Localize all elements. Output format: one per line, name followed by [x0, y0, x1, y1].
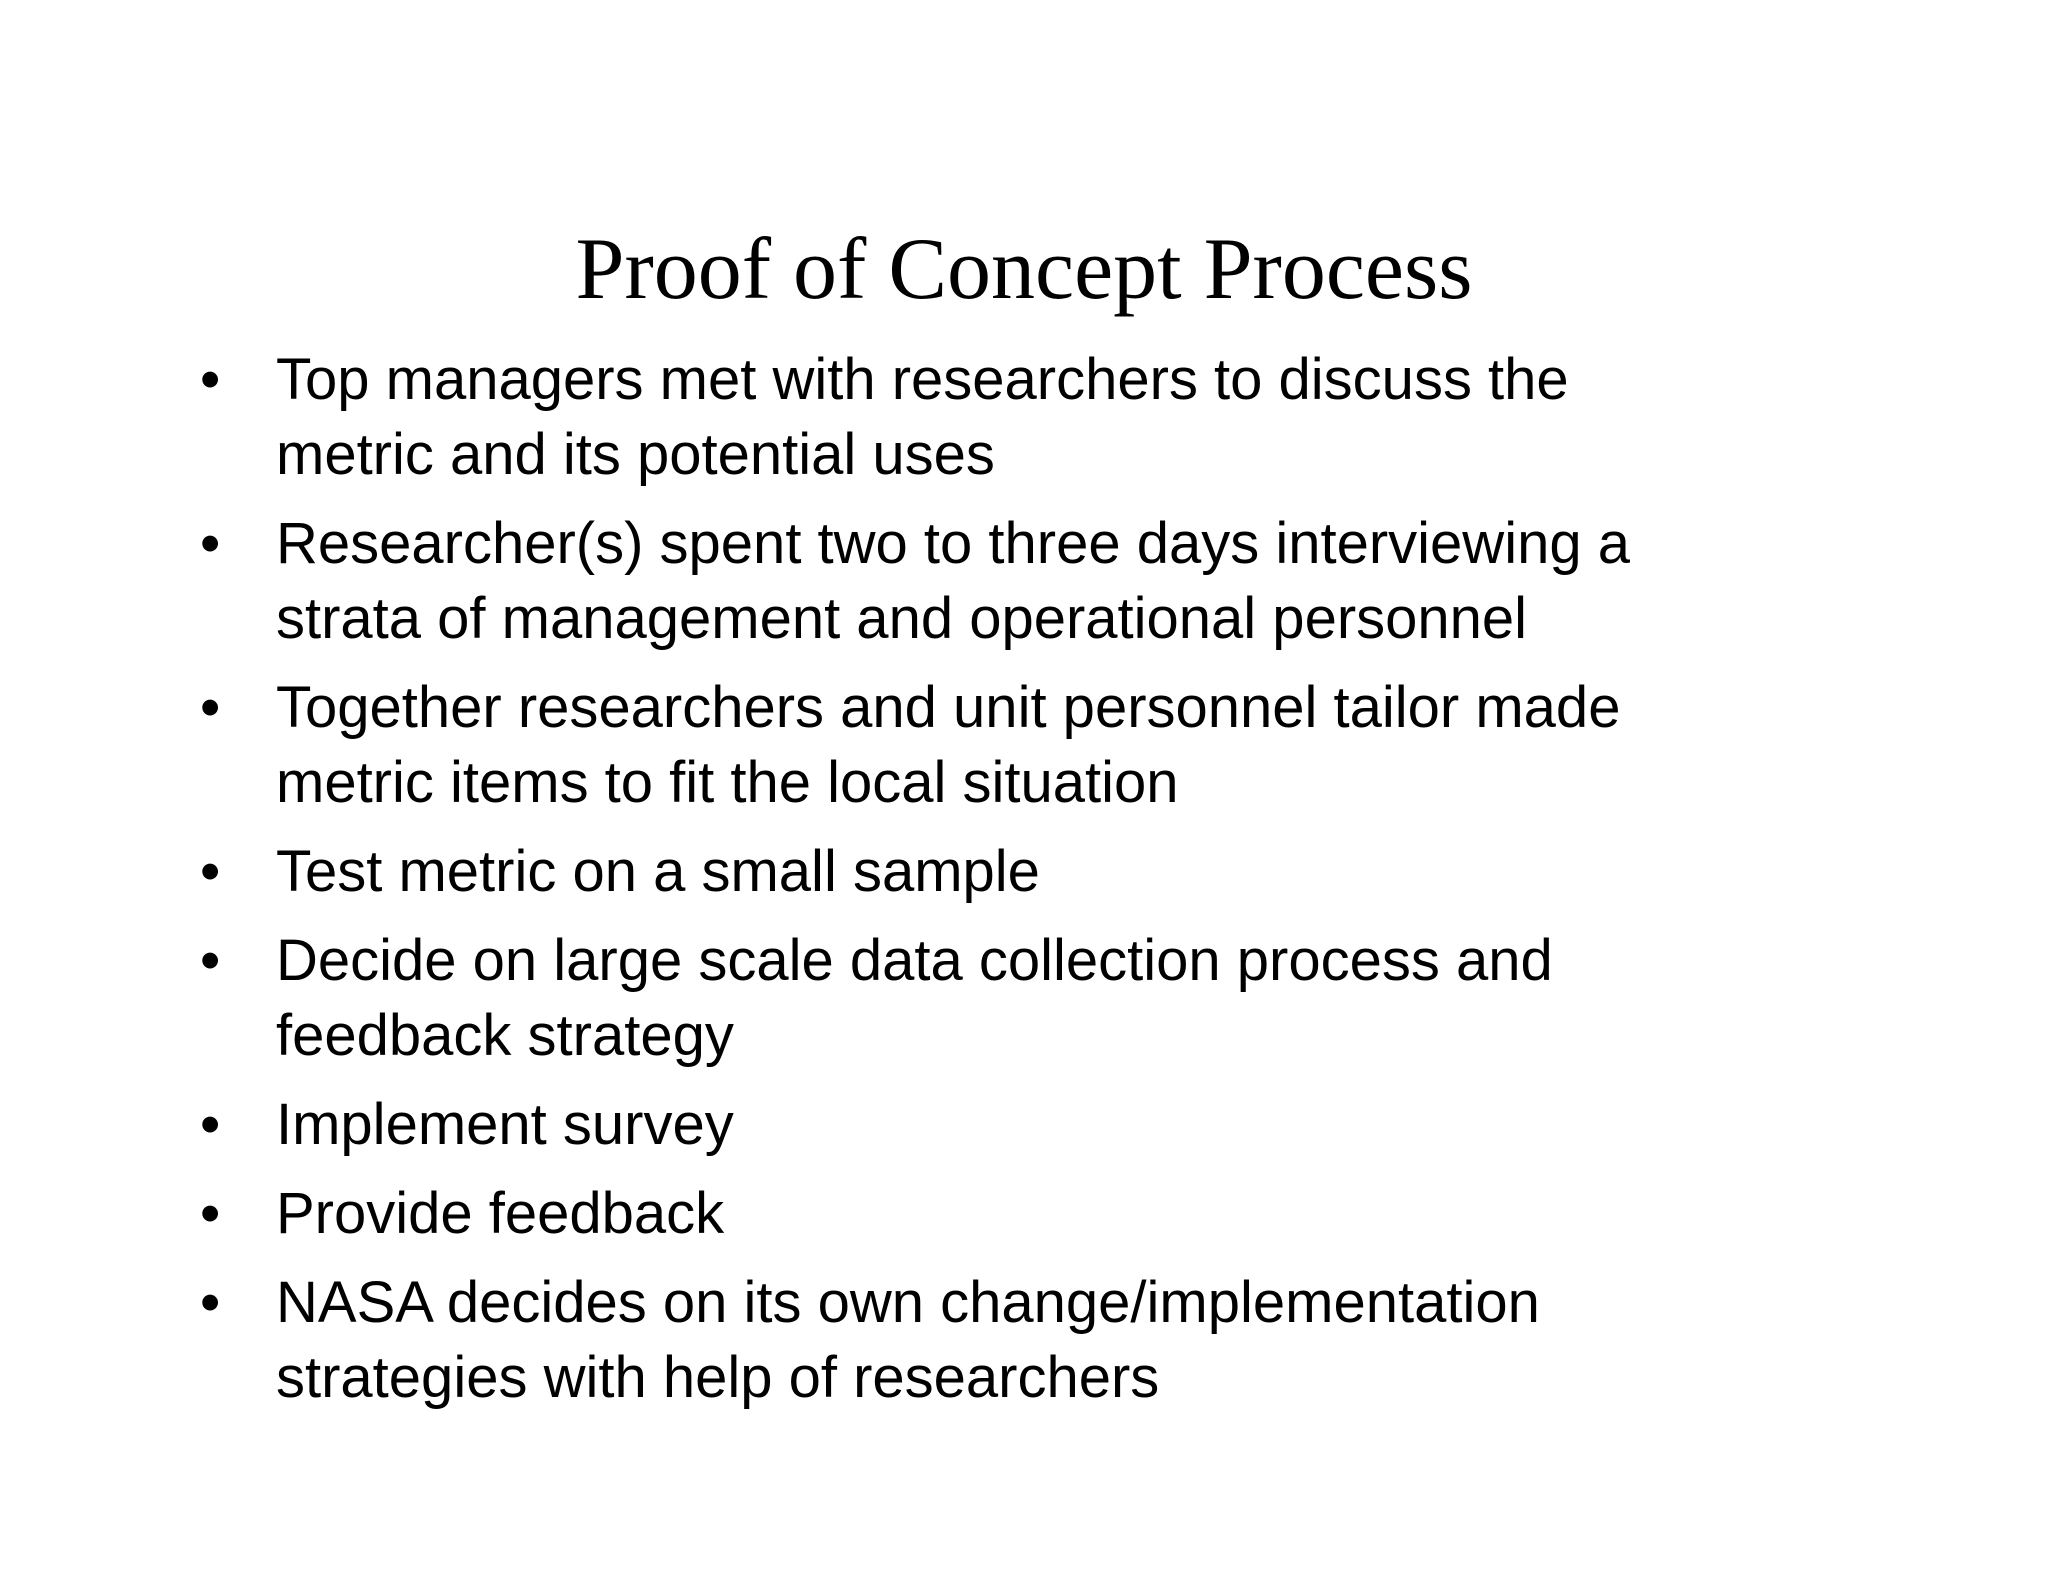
bullet-text: Top managers met with researchers to discuss the metric and its potential uses	[276, 347, 1569, 487]
bullet-text: Test metric on a small sample	[276, 839, 1040, 904]
bullet-marker: •	[200, 675, 221, 740]
bullet-marker: •	[200, 1270, 221, 1335]
slide-title: Proof of Concept Process	[575, 221, 1473, 318]
bullet-marker: •	[200, 1181, 221, 1246]
bullet-item	[200, 923, 1800, 1073]
bullet-marker: •	[200, 1092, 221, 1157]
bullet-text: Decide on large scale data collection process and feedback strategy	[276, 928, 1553, 1068]
bullet-marker: •	[200, 839, 221, 904]
bullet-marker: •	[200, 511, 221, 576]
bullet-marker: •	[200, 928, 221, 993]
bullet-item	[200, 834, 1800, 909]
bullet-item	[200, 1265, 1800, 1415]
bullet-item	[200, 1176, 1800, 1251]
bullet-text: Together researchers and unit personnel tailor made metric items to fit the local situation	[276, 675, 1621, 815]
bullet-item	[200, 342, 1800, 492]
bullet-text: NASA decides on its own change/implementation strategies with help of researchers	[276, 1270, 1540, 1410]
bullet-text: Implement survey	[276, 1092, 734, 1157]
bullet-item	[200, 670, 1800, 820]
bullet-marker: •	[200, 347, 221, 412]
bullet-text: Researcher(s) spent two to three days interviewing a strata of management and operational personnel	[276, 511, 1630, 651]
bullet-item	[200, 506, 1800, 656]
bullet-item	[200, 1087, 1800, 1162]
bullet-text: Provide feedback	[276, 1181, 725, 1246]
bullet-list	[200, 342, 1800, 1429]
